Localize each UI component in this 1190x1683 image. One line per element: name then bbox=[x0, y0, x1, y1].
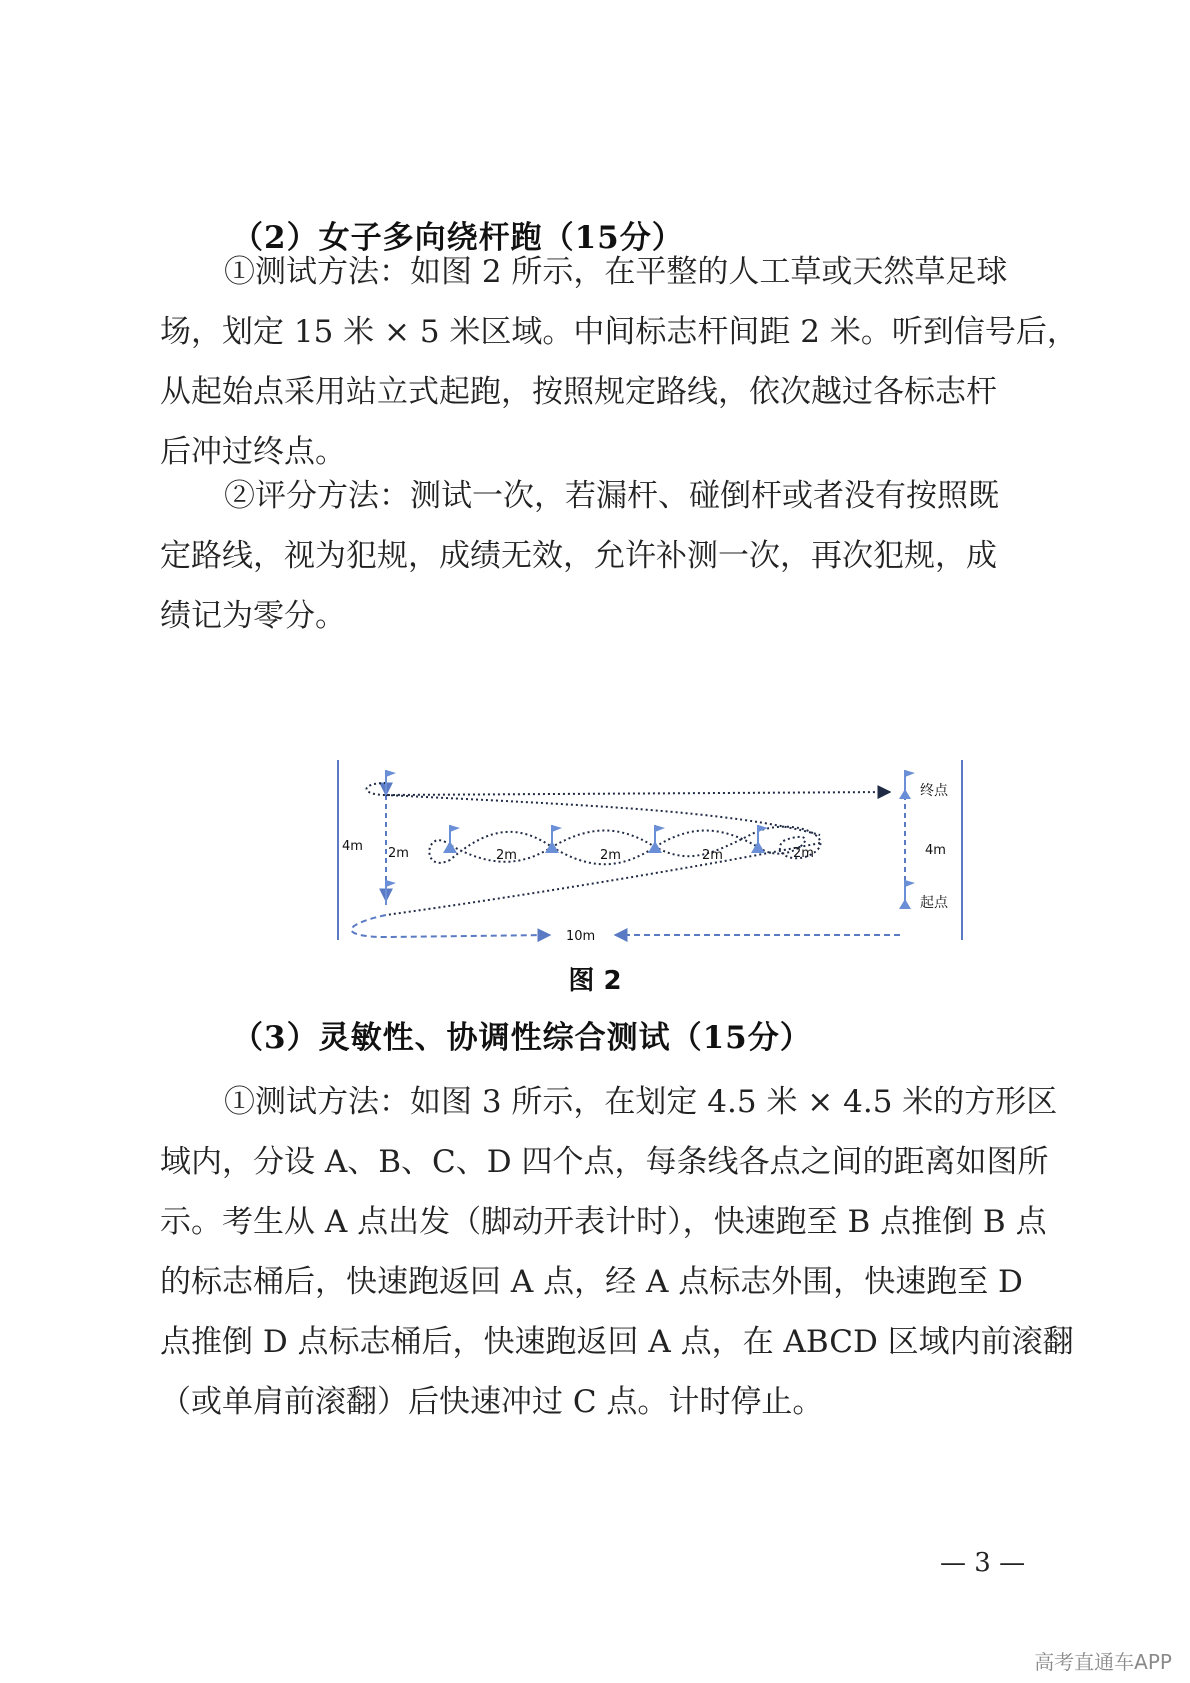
text-line: 绩记为零分。 bbox=[160, 598, 346, 634]
text-line: ①测试方法：如图 2 所示，在平整的人工草或天然草足球 bbox=[224, 254, 1008, 290]
text-line: 定路线，视为犯规，成绩无效，允许补测一次，再次犯规，成 bbox=[160, 538, 997, 574]
scoring-method-paragraph bbox=[160, 466, 1040, 646]
pole-4-icon bbox=[751, 825, 768, 853]
text-line: ①测试方法：如图 3 所示，在划定 4.5 米 × 4.5 米的方形区 bbox=[224, 1084, 1058, 1120]
gap-label: 2m bbox=[496, 848, 517, 863]
pole-2-icon bbox=[545, 825, 562, 853]
section-heading-3: （3）灵敏性、协调性综合测试（15分） bbox=[232, 1020, 812, 1056]
text-line: 场，划定 15 米 × 5 米区域。中间标志杆间距 2 米。听到信号后， bbox=[160, 314, 1078, 350]
top-run-path bbox=[367, 783, 891, 795]
agility-test-paragraph bbox=[160, 1072, 1074, 1432]
finish-label: 终点 bbox=[920, 783, 948, 799]
distance-10m-label: 10m bbox=[566, 929, 596, 944]
text-line: （或单肩前滚翻）后快速冲过 C 点。计时停止。 bbox=[160, 1384, 824, 1420]
app-watermark: 高考直通车APP bbox=[1034, 1650, 1172, 1674]
page-number: — 3 — bbox=[940, 1548, 1026, 1578]
weave-path bbox=[429, 827, 820, 865]
text-line: 从起始点采用站立式起跑，按照规定路线，依次越过各标志杆 bbox=[160, 374, 997, 410]
figure-caption: 图 2 bbox=[568, 966, 622, 996]
pole-1-icon bbox=[443, 825, 460, 853]
left-4m-label: 4m bbox=[342, 839, 363, 854]
left-top-flag-icon bbox=[386, 770, 396, 795]
gap-label: 2m bbox=[600, 848, 621, 863]
text-line: 的标志桶后，快速跑返回 A 点，经 A 点标志外围，快速跑至 D bbox=[160, 1264, 1023, 1300]
finish-flag-icon bbox=[899, 770, 915, 799]
bottom-return-path bbox=[352, 915, 551, 937]
test-method-paragraph bbox=[160, 242, 1078, 482]
text-line: ②评分方法：测试一次，若漏杆、碰倒杆或者没有按照既 bbox=[224, 478, 999, 514]
gap-label: 2m bbox=[702, 848, 723, 863]
left-bottom-flag-icon bbox=[386, 880, 396, 905]
section-heading-2: （2）女子多向绕杆跑（15分） bbox=[232, 220, 684, 256]
text-line: 示。考生从 A 点出发（脚动开表计时），快速跑至 B 点推倒 B 点 bbox=[160, 1204, 1047, 1240]
course-diagram bbox=[330, 755, 970, 945]
pole-3-icon bbox=[648, 825, 665, 853]
gap-label: 2m bbox=[793, 846, 814, 861]
text-line: 点推倒 D 点标志桶后，快速跑返回 A 点，在 ABCD 区域内前滚翻 bbox=[160, 1324, 1074, 1360]
text-line: 后冲过终点。 bbox=[160, 434, 346, 470]
right-4m-label: 4m bbox=[925, 843, 946, 858]
text-line: 域内，分设 A、B、C、D 四个点，每条线各点之间的距离如图所 bbox=[160, 1144, 1049, 1180]
gap-label: 2m bbox=[388, 846, 409, 861]
start-flag-icon bbox=[899, 880, 915, 909]
start-label: 起点 bbox=[920, 895, 948, 911]
